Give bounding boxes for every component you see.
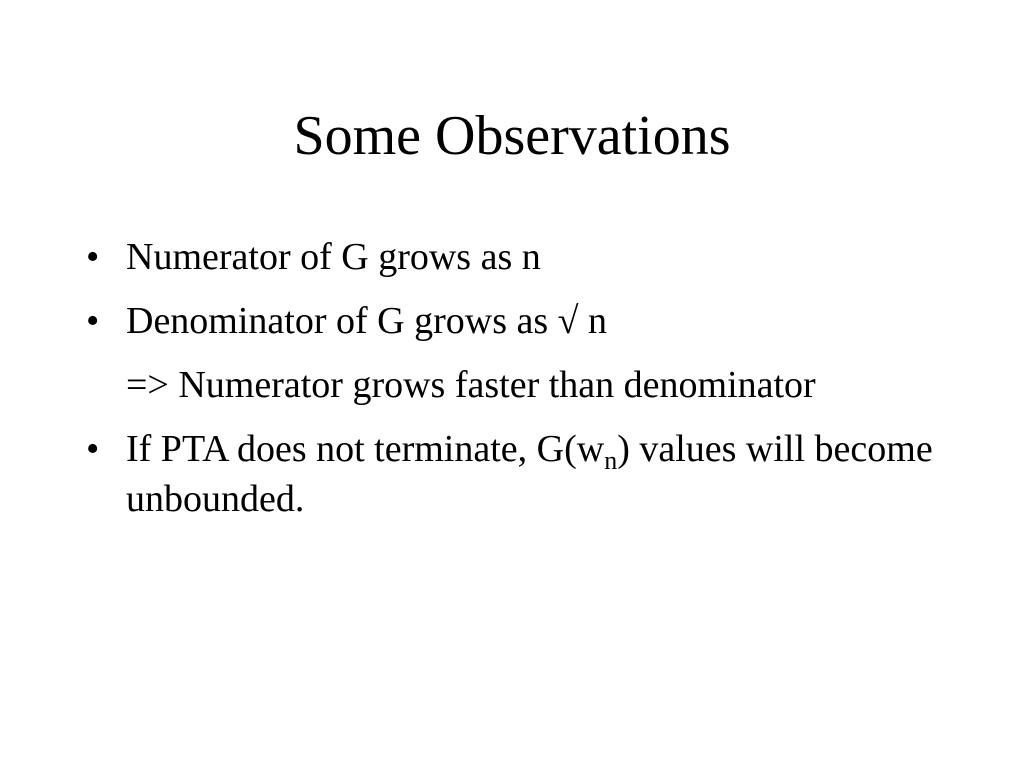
bullet-marker: • xyxy=(86,236,100,278)
bullet-item xyxy=(86,424,946,524)
bullet-item xyxy=(86,296,946,346)
slide-title: Some Observations xyxy=(293,105,731,167)
bullet-text: Numerator of G grows as n xyxy=(126,236,541,278)
text-before-subscript: If PTA does not terminate, G(w xyxy=(126,428,605,470)
bullet-list xyxy=(86,232,946,524)
bullet-text xyxy=(126,424,946,524)
bullet-item xyxy=(86,232,946,282)
bullet-marker: • xyxy=(86,300,100,342)
continuation-text: => Numerator grows faster than denominator xyxy=(126,364,816,406)
text-after-subscript: ) values will become unbounded. xyxy=(126,428,933,520)
bullet-continuation xyxy=(86,360,946,410)
subscript: n xyxy=(604,446,618,475)
bullet-text: Denominator of G grows as √ n xyxy=(126,300,607,342)
bullet-marker: • xyxy=(86,428,100,470)
